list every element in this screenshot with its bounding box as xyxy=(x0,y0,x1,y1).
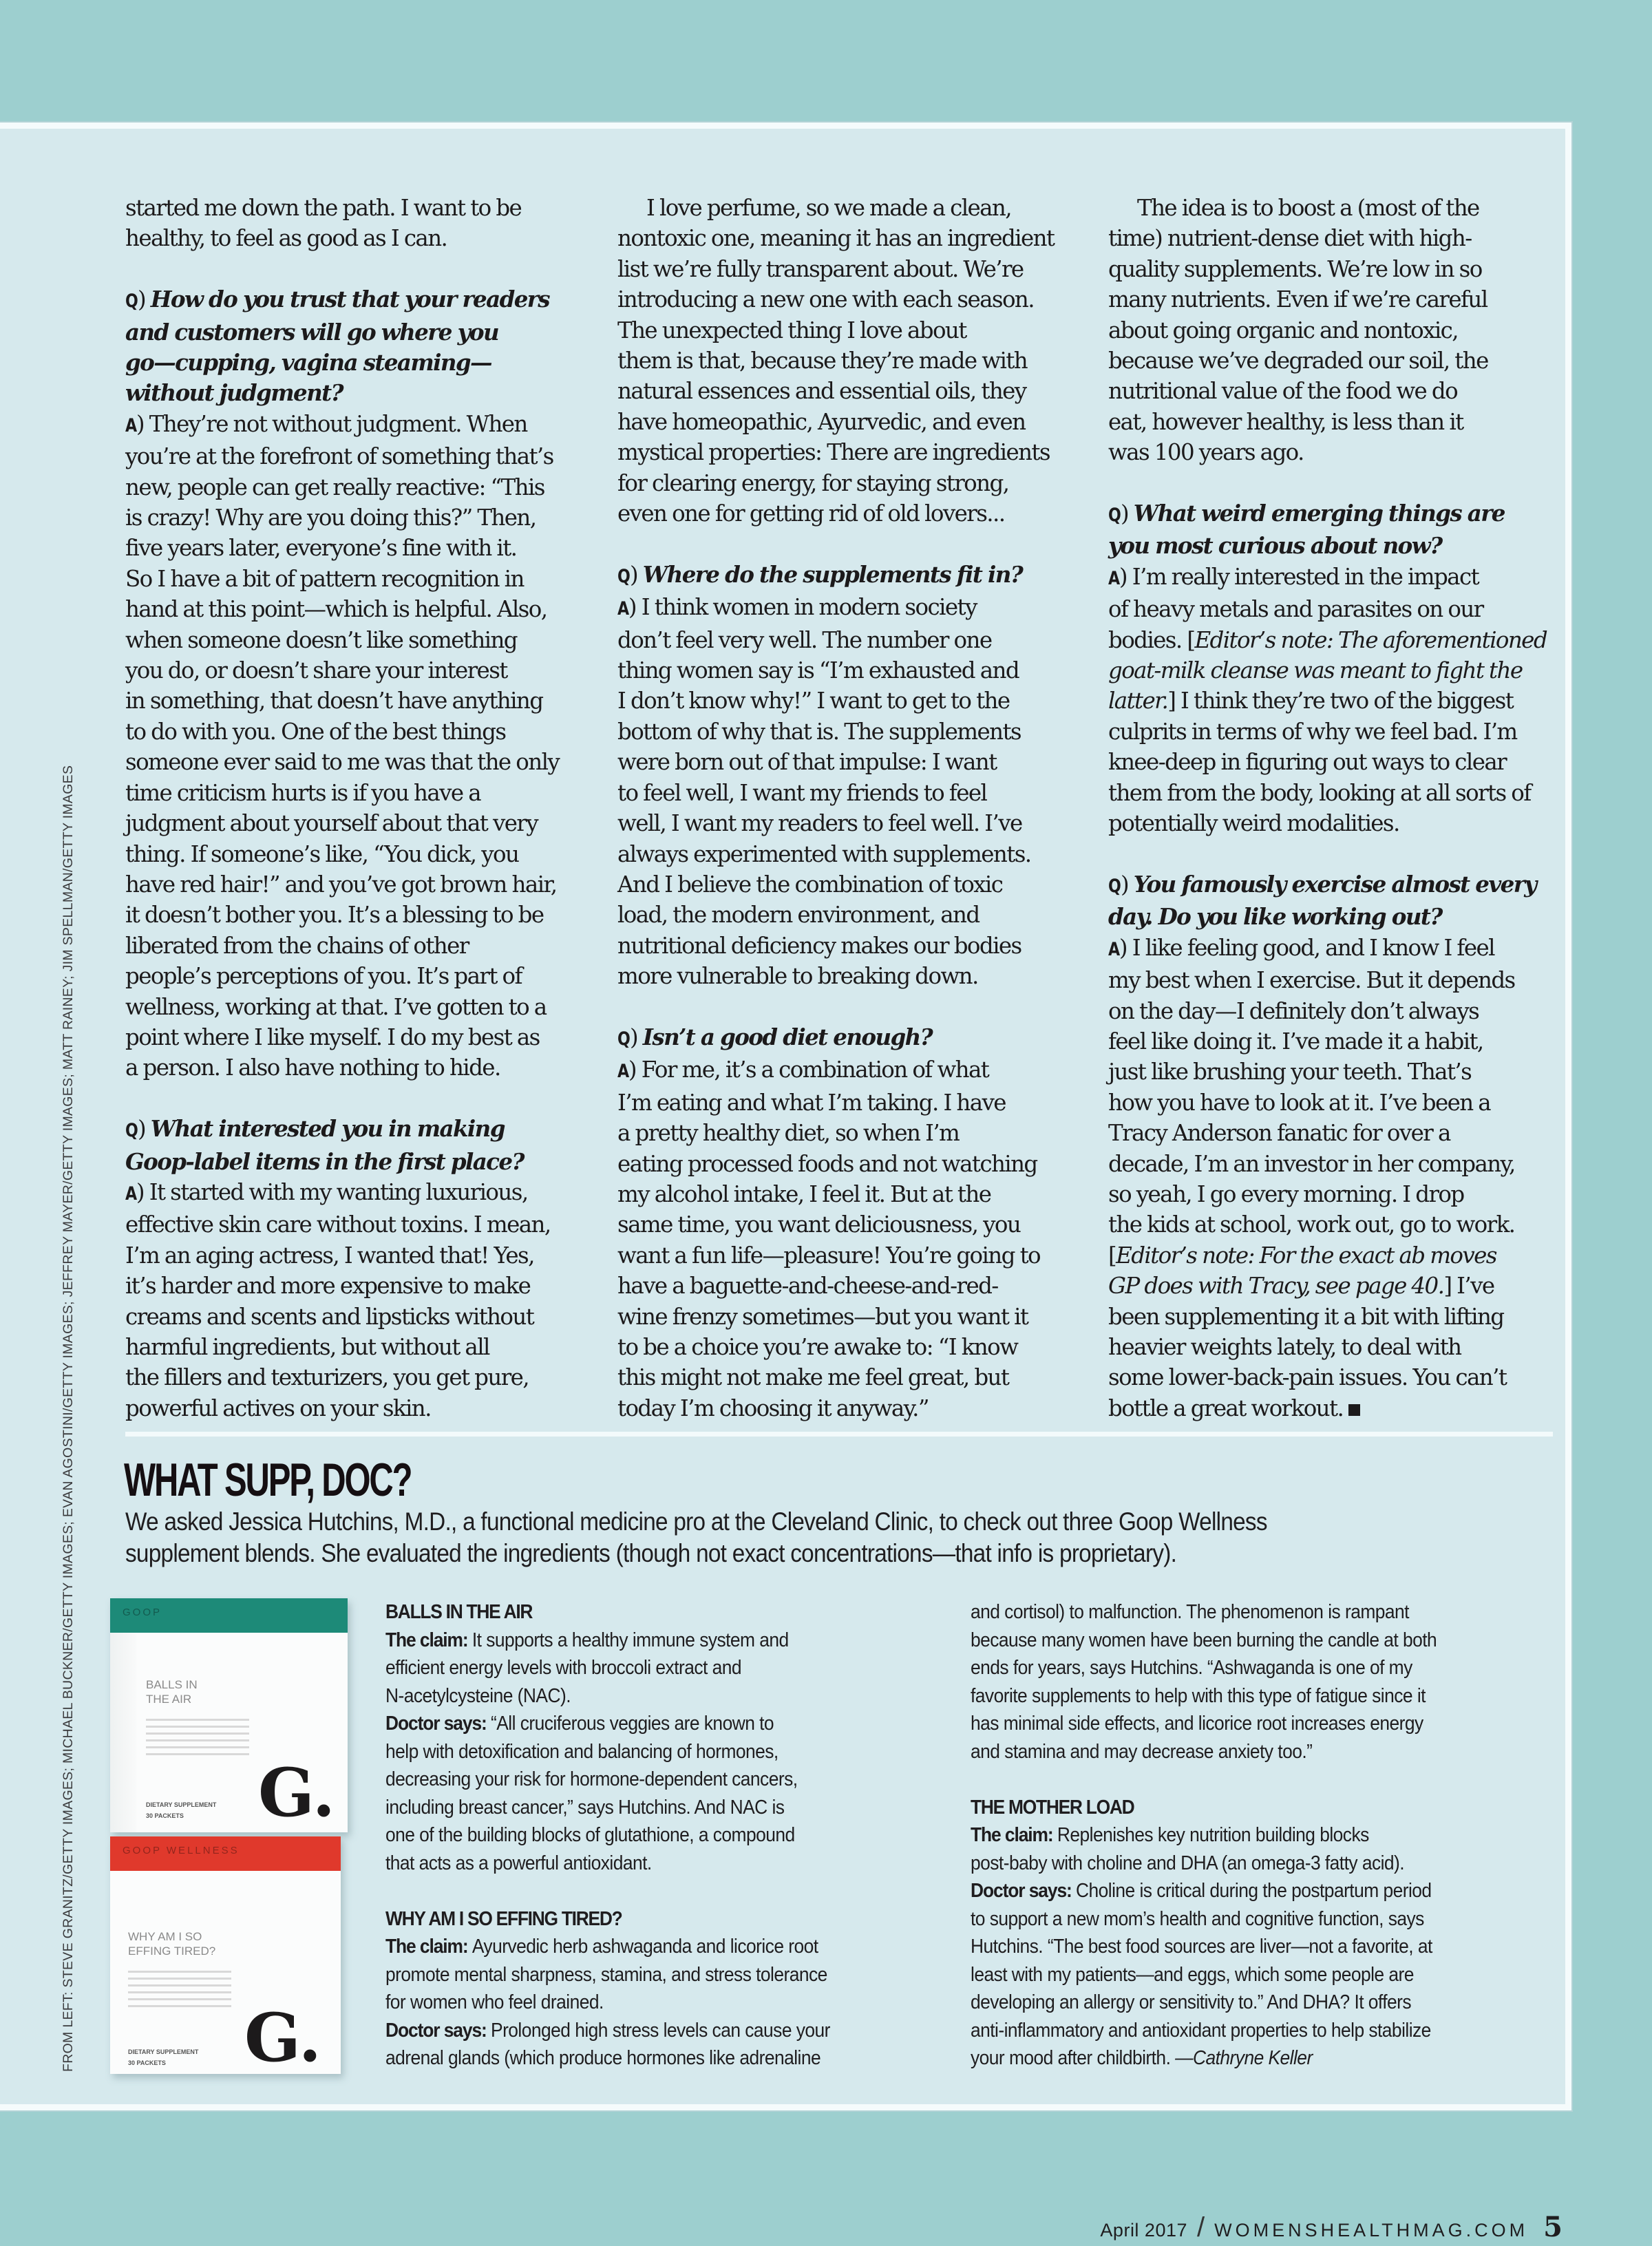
paragraph-line: list we’re fully transparent about. We’re xyxy=(617,255,1024,282)
answer-line: I’m eating and what I’m taking. I have xyxy=(617,1089,1006,1116)
answer-line: this might not make me feel great, but xyxy=(617,1364,1009,1391)
paragraph-line: introducing a new one with each season. xyxy=(617,286,1034,313)
answer-line: I’m an aging actress, I wanted that! Yes, xyxy=(125,1242,534,1269)
answer-line: thing. If someone’s like, “You dick, you xyxy=(125,840,519,867)
sidebar-heading: WHAT SUPP, DOC? xyxy=(124,1454,412,1506)
answer-line: been supplementing it a bit with lifting xyxy=(1108,1303,1504,1330)
answer-line: bottle a great workout. xyxy=(1108,1393,1556,1423)
qa-block xyxy=(617,1022,1065,1423)
question-line: Q) Isn’t a good diet enough? xyxy=(617,1022,1065,1055)
product-title: WHY AM I SO EFFING TIRED? xyxy=(385,1907,622,1930)
answer-line: you do, or doesn’t share your interest xyxy=(125,657,507,684)
body-line: and stamina and may decrease anxiety too.” xyxy=(971,1740,1313,1763)
box-brand: GOOP xyxy=(123,1607,162,1618)
answer-line: how you have to look at it. I’ve been a xyxy=(1108,1089,1491,1116)
answer-line: to do with you. One of the best things xyxy=(125,718,506,745)
body-line: has minimal side effects, and licorice root increases energy xyxy=(971,1713,1423,1735)
doctor-says-label: Doctor says: xyxy=(971,1880,1077,1902)
qa-block xyxy=(125,1114,566,1423)
answer-line: a person. I also have nothing to hide. xyxy=(125,1055,500,1081)
answer-line: more vulnerable to breaking down. xyxy=(617,963,978,990)
body-line: N-acetylcysteine (NAC). xyxy=(385,1684,571,1707)
answer-line: I don’t know why!” I want to get to the xyxy=(617,688,1010,714)
question-line: you most curious about now? xyxy=(1108,532,1442,560)
answer-line: the fillers and texturizers, you get pure, xyxy=(125,1364,529,1391)
answer-marker: A xyxy=(1108,938,1120,960)
claim-line: The claim: Replenishes key nutrition building blocks xyxy=(971,1824,1369,1846)
paragraph-line: about going organic and nontoxic, xyxy=(1108,317,1458,343)
spacer xyxy=(971,1766,1563,1794)
question-line: Q) You famously exercise almost every xyxy=(1108,869,1556,902)
body-line: ends for years, says Hutchins. “Ashwaganda is one of my xyxy=(971,1657,1412,1679)
answer-line: it’s harder and more expensive to make xyxy=(125,1273,531,1300)
answer-line: knee-deep in figuring out ways to clear xyxy=(1108,749,1507,776)
body-line: help with detoxification and balancing of hormones, xyxy=(385,1740,779,1763)
paragraph-line: The unexpected thing I love about xyxy=(617,317,966,343)
paragraph-line: nutritional value of the food we do xyxy=(1108,378,1458,405)
answer-line: A) For me, it’s a combination of what xyxy=(617,1055,1065,1087)
body-line: decreasing your risk for hormone-dependent cancers, xyxy=(385,1768,798,1790)
paragraph-line: because we’ve degraded our soil, the xyxy=(1108,348,1488,374)
doctor-says-line: Doctor says: “All cruciferous veggies are known to xyxy=(385,1713,774,1735)
answer-line: So I have a bit of pattern recognition in xyxy=(125,565,524,592)
answer-line: them from the body, looking at all sorts of xyxy=(1108,779,1531,806)
answer-line: on the day—I definitely don’t always xyxy=(1108,997,1479,1024)
answer-line: people’s perceptions of you. It’s part of xyxy=(125,963,522,990)
paragraph-line: eat, however healthy, is less than it xyxy=(1108,408,1463,435)
section-divider xyxy=(125,1432,1553,1437)
product-box-balls-in-the-air xyxy=(110,1598,348,1832)
page-number: 5 xyxy=(1543,2211,1563,2243)
box-band xyxy=(110,1598,348,1633)
product-box-why-am-i-so-effing-tired xyxy=(110,1836,341,2077)
answer-marker: A xyxy=(125,414,137,436)
answer-line: heavier weights lately, to deal with xyxy=(1108,1334,1461,1360)
answer-line: harmful ingredients, but without all xyxy=(125,1334,489,1360)
body-line: least with my patients—and eggs, which some people are xyxy=(971,1963,1414,1986)
claim-label: The claim: xyxy=(971,1824,1057,1846)
answer-line: don’t feel very well. The number one xyxy=(617,626,992,653)
issue-date: April 2017 xyxy=(1100,2220,1188,2240)
body-line: one of the building blocks of glutathione, a compound xyxy=(385,1824,795,1846)
answer-line: GP does with Tracy, see page 40.] I’ve xyxy=(1108,1273,1494,1300)
answer-line: A) I think women in modern society xyxy=(617,592,1065,624)
paragraph xyxy=(617,193,1065,529)
answer-marker: A xyxy=(1108,567,1120,589)
answer-line: have a baguette-and-cheese-and-red- xyxy=(617,1273,998,1300)
body-line: anti-inflammatory and antioxidant properties to help stabilize xyxy=(971,2019,1431,2042)
paragraph-line: many nutrients. Even if we’re careful xyxy=(1108,286,1487,313)
paragraph-line: The idea is to boost a (most of the xyxy=(1137,195,1479,221)
answer-line: of heavy metals and parasites on our xyxy=(1108,596,1483,623)
answer-line: nutritional deficiency makes our bodies xyxy=(617,932,1021,959)
answer-line: goat-milk cleanse was meant to fight the xyxy=(1108,657,1523,684)
answer-line: feel like doing it. I’ve made it a habit, xyxy=(1108,1028,1483,1055)
answer-line: is crazy! Why are you doing this?” Then, xyxy=(125,505,536,531)
answer-line: same time, you want deliciousness, you xyxy=(617,1211,1021,1238)
answer-line: my best when I exercise. But it depends xyxy=(1108,967,1515,994)
product-title: BALLS IN THE AIR xyxy=(385,1601,533,1623)
body-line: to support a new mom’s health and cognitive function, says xyxy=(971,1907,1424,1930)
box-band xyxy=(110,1836,341,1871)
paragraph-line: mystical properties: There are ingredients xyxy=(617,439,1050,466)
paragraph-line: nontoxic one, meaning it has an ingredient xyxy=(617,225,1055,252)
answer-line: to be a choice you’re awake to: “I know xyxy=(617,1334,1018,1360)
answer-line: it doesn’t bother you. It’s a blessing to be xyxy=(125,902,544,929)
qa-block xyxy=(1108,869,1556,1423)
answer-line: five years later, everyone’s fine with it. xyxy=(125,535,517,562)
interview-column-1 xyxy=(125,193,566,1454)
body-line: Hutchins. “The best food sources are liver—not a favorite, at xyxy=(971,1936,1432,1958)
answer-line: And I believe the combination of toxic xyxy=(617,871,1003,898)
paragraph-line: time) nutrient-dense diet with high- xyxy=(1108,225,1472,252)
body-line: adrenal glands (which produce hormones like adrenaline xyxy=(385,2047,821,2069)
answer-line: creams and scents and lipsticks without xyxy=(125,1303,534,1330)
answer-line: have red hair!” and you’ve got brown hair, xyxy=(125,871,557,898)
answer-line: powerful actives on your skin. xyxy=(125,1395,431,1421)
claim-label: The claim: xyxy=(385,1629,472,1651)
answer-line: potentially weird modalities. xyxy=(1108,810,1399,837)
answer-line: well, I want my readers to feel well. I’ve xyxy=(617,810,1022,837)
box-footer-line: DIETARY SUPPLEMENT xyxy=(128,2048,199,2055)
paragraph-line: started me down the path. I want to be xyxy=(125,195,522,221)
answer-line: today I’m choosing it anyway.” xyxy=(617,1395,929,1421)
goop-g-logo: G. xyxy=(258,1754,335,1832)
question-line: day. Do you like working out? xyxy=(1108,903,1442,931)
answer-line: to feel well, I want my friends to feel xyxy=(617,779,987,806)
question-line: Q) What interested you in making xyxy=(125,1114,566,1146)
answer-line: A) I like feeling good, and I know I feel xyxy=(1108,933,1556,965)
body-line: because many women have been burning the candle at both xyxy=(971,1629,1437,1651)
author-byline: —Cathryne Keller xyxy=(1175,2047,1313,2069)
body-line: efficient energy levels with broccoli extract and xyxy=(385,1657,741,1679)
body-line: your mood after childbirth. —Cathryne Keller xyxy=(971,2047,1313,2069)
box-brand: GOOP WELLNESS xyxy=(123,1845,240,1856)
paragraph-line: for clearing energy, for staying strong, xyxy=(617,469,1009,496)
question-marker: Q xyxy=(125,290,138,312)
sidebar-intro-line: We asked Jessica Hutchins, M.D., a functional medicine pro at the Cleveland Clinic, to check out three Goop Wellness xyxy=(125,1507,1267,1536)
answer-line: decade, I’m an investor in her company, xyxy=(1108,1150,1515,1177)
answer-line: when someone doesn’t like something xyxy=(125,626,518,653)
answer-line: Tracy Anderson fanatic for over a xyxy=(1108,1120,1450,1147)
body-line: including breast cancer,” says Hutchins. And NAC is xyxy=(385,1796,785,1819)
box-name-line: BALLS IN xyxy=(146,1678,198,1691)
answer-line: effective skin care without toxins. I mean, xyxy=(125,1211,551,1238)
end-mark-icon xyxy=(1348,1404,1360,1416)
answer-line: judgment about yourself about that very xyxy=(125,810,538,837)
answer-line: new, people can get really reactive: “This xyxy=(125,474,544,500)
box-product-name xyxy=(128,1929,231,1958)
answer-marker: A xyxy=(617,598,629,620)
box-name-line: THE AIR xyxy=(146,1693,192,1706)
body-line: favorite supplements to help with this type of fatigue since it xyxy=(971,1684,1426,1707)
question-line: Q) Where do the supplements fit in? xyxy=(617,560,1065,592)
answer-line: eating processed foods and not watching xyxy=(617,1150,1037,1177)
answer-line: a pretty healthy diet, so when I’m xyxy=(617,1120,960,1147)
paragraph-line: I love perfume, so we made a clean, xyxy=(646,195,1011,221)
box-name-line: EFFING TIRED? xyxy=(128,1945,216,1958)
answer-line: load, the modern environment, and xyxy=(617,902,979,929)
paragraph xyxy=(125,193,566,254)
answer-line: bodies. [Editor’s note: The aforementioned xyxy=(1108,626,1547,653)
answer-marker: A xyxy=(617,1061,629,1083)
doctor-says-line: Doctor says: Prolonged high stress levels can cause your xyxy=(385,2019,830,2042)
sidebar-column-b xyxy=(971,1598,1563,2073)
answer-line: some lower-back-pain issues. You can’t xyxy=(1108,1364,1507,1391)
box-footer-line: 30 PACKETS xyxy=(146,1812,184,1819)
page-footer xyxy=(1100,2211,1563,2243)
footer-separator: / xyxy=(1197,2212,1205,2243)
answer-line: A) It started with my wanting luxurious, xyxy=(125,1177,566,1209)
box-name-line: WHY AM I SO xyxy=(128,1930,202,1943)
box-footer xyxy=(128,2046,198,2068)
body-line: for women who feel drained. xyxy=(385,1991,604,2013)
body-line: promote mental sharpness, stamina, and stress tolerance xyxy=(385,1963,827,1986)
doctor-says-line: Doctor says: Choline is critical during the postpartum period xyxy=(971,1880,1432,1902)
body-line: post-baby with choline and DHA (an omega-3 fatty acid). xyxy=(971,1852,1405,1874)
answer-line: the kids at school, work out, go to work. xyxy=(1108,1211,1515,1238)
question-line: without judgment? xyxy=(125,379,343,407)
question-line: Q) What weird emerging things are xyxy=(1108,498,1556,531)
answer-line: wellness, working at that. I’ve gotten to a xyxy=(125,993,547,1020)
question-marker: Q xyxy=(1108,505,1121,527)
claim-line: The claim: Ayurvedic herb ashwaganda and licorice root xyxy=(385,1936,818,1958)
answer-line: hand at this point—which is helpful. Also, xyxy=(125,596,547,623)
sidebar-column-a xyxy=(385,1598,922,2073)
answer-line: latter.] I think they’re two of the biggest xyxy=(1108,688,1514,714)
doctor-says-label: Doctor says: xyxy=(385,2019,491,2042)
interview-column-2 xyxy=(617,193,1065,1454)
box-description xyxy=(146,1719,249,1760)
answer-line: time criticism hurts is if you have a xyxy=(125,779,481,806)
answer-line: so yeah, I go every morning. I drop xyxy=(1108,1180,1464,1207)
answer-line: point where I like myself. I do my best as xyxy=(125,1024,540,1050)
question-marker: Q xyxy=(125,1120,138,1142)
answer-line: A) They’re not without judgment. When xyxy=(125,409,566,441)
answer-line: you’re at the forefront of something that’s xyxy=(125,443,553,470)
answer-line: my alcohol intake, I feel it. But at the xyxy=(617,1180,991,1207)
paragraph-line: them is that, because they’re made with xyxy=(617,348,1028,374)
product-title: THE MOTHER LOAD xyxy=(971,1796,1134,1819)
answer-line: want a fun life—pleasure! You’re going to xyxy=(617,1242,1040,1269)
box-product-name xyxy=(146,1677,249,1706)
answer-line: A) I’m really interested in the impact xyxy=(1108,562,1556,594)
box-side xyxy=(110,1598,136,1832)
question-marker: Q xyxy=(1108,875,1121,897)
answer-line: were born out of that impulse: I want xyxy=(617,749,997,776)
question-line: and customers will go where you xyxy=(125,318,498,346)
answer-line: culprits in terms of why we feel bad. I’m xyxy=(1108,718,1517,745)
sidebar-intro-line: supplement blends. She evaluated the ingredients (though not exact concentrations—that info is proprietary). xyxy=(125,1539,1177,1567)
answer-line: in something, that doesn’t have anything xyxy=(125,688,543,714)
answer-line: thing women say is “I’m exhausted and xyxy=(617,657,1019,684)
answer-marker: A xyxy=(125,1183,137,1205)
box-description xyxy=(128,1971,231,2012)
body-line: developing an allergy or sensitivity to.” And DHA? It offers xyxy=(971,1991,1412,2013)
doctor-says-label: Doctor says: xyxy=(385,1713,491,1735)
paragraph-line: even one for getting rid of old lovers... xyxy=(617,500,1005,527)
answer-line: [Editor’s note: For the exact ab moves xyxy=(1108,1242,1496,1269)
website-link[interactable]: WOMENSHEALTHMAG.COM xyxy=(1214,2220,1529,2240)
paragraph-line: healthy, to feel as good as I can. xyxy=(125,225,447,252)
goop-g-logo: G. xyxy=(244,1999,321,2077)
box-footer-line: 30 PACKETS xyxy=(128,2059,166,2066)
paragraph xyxy=(1108,193,1556,468)
qa-block xyxy=(125,284,566,1083)
paragraph-line: natural essences and essential oils, they xyxy=(617,378,1026,405)
question-line: Q) How do you trust that your readers xyxy=(125,284,566,317)
box-footer-line: DIETARY SUPPLEMENT xyxy=(146,1801,217,1808)
answer-line: just like brushing your teeth. That’s xyxy=(1108,1059,1472,1085)
question-marker: Q xyxy=(617,1028,631,1050)
question-line: go—cupping, vagina steaming— xyxy=(125,349,491,377)
paragraph-line: was 100 years ago. xyxy=(1108,439,1304,466)
interview-column-3 xyxy=(1108,193,1556,1454)
answer-line: bottom of why that is. The supplements xyxy=(617,718,1021,745)
claim-line: The claim: It supports a healthy immune system and xyxy=(385,1629,789,1651)
qa-block xyxy=(617,560,1065,992)
qa-block xyxy=(1108,498,1556,838)
paragraph-line: have homeopathic, Ayurvedic, and even xyxy=(617,408,1026,435)
question-marker: Q xyxy=(617,565,631,587)
body-line: and cortisol) to malfunction. The phenomenon is rampant xyxy=(971,1601,1409,1623)
claim-label: The claim: xyxy=(385,1936,472,1958)
question-line: Goop-label items in the first place? xyxy=(125,1147,524,1175)
body-line: that acts as a powerful antioxidant. xyxy=(385,1852,652,1874)
photo-credit: FROM LEFT: STEVE GRANITZ/GETTY IMAGES; MICHAEL BUCKNER/GETTY IMAGES; EVAN AGOSTINI/GETTY IMAGES; JEFFREY MAYER/GETTY IMAGES; MATT RAINEY; JIM SPELLMAN/GETTY IMAGES xyxy=(61,765,76,2072)
answer-line: always experimented with supplements. xyxy=(617,840,1031,867)
paragraph-line: quality supplements. We’re low in so xyxy=(1108,255,1482,282)
sidebar-intro xyxy=(125,1506,1557,1569)
box-footer xyxy=(146,1799,216,1821)
spacer xyxy=(385,1877,922,1905)
answer-line: someone ever said to me was that the only xyxy=(125,749,560,776)
answer-line: liberated from the chains of other xyxy=(125,932,469,959)
answer-line: wine frenzy sometimes—but you want it xyxy=(617,1303,1028,1330)
